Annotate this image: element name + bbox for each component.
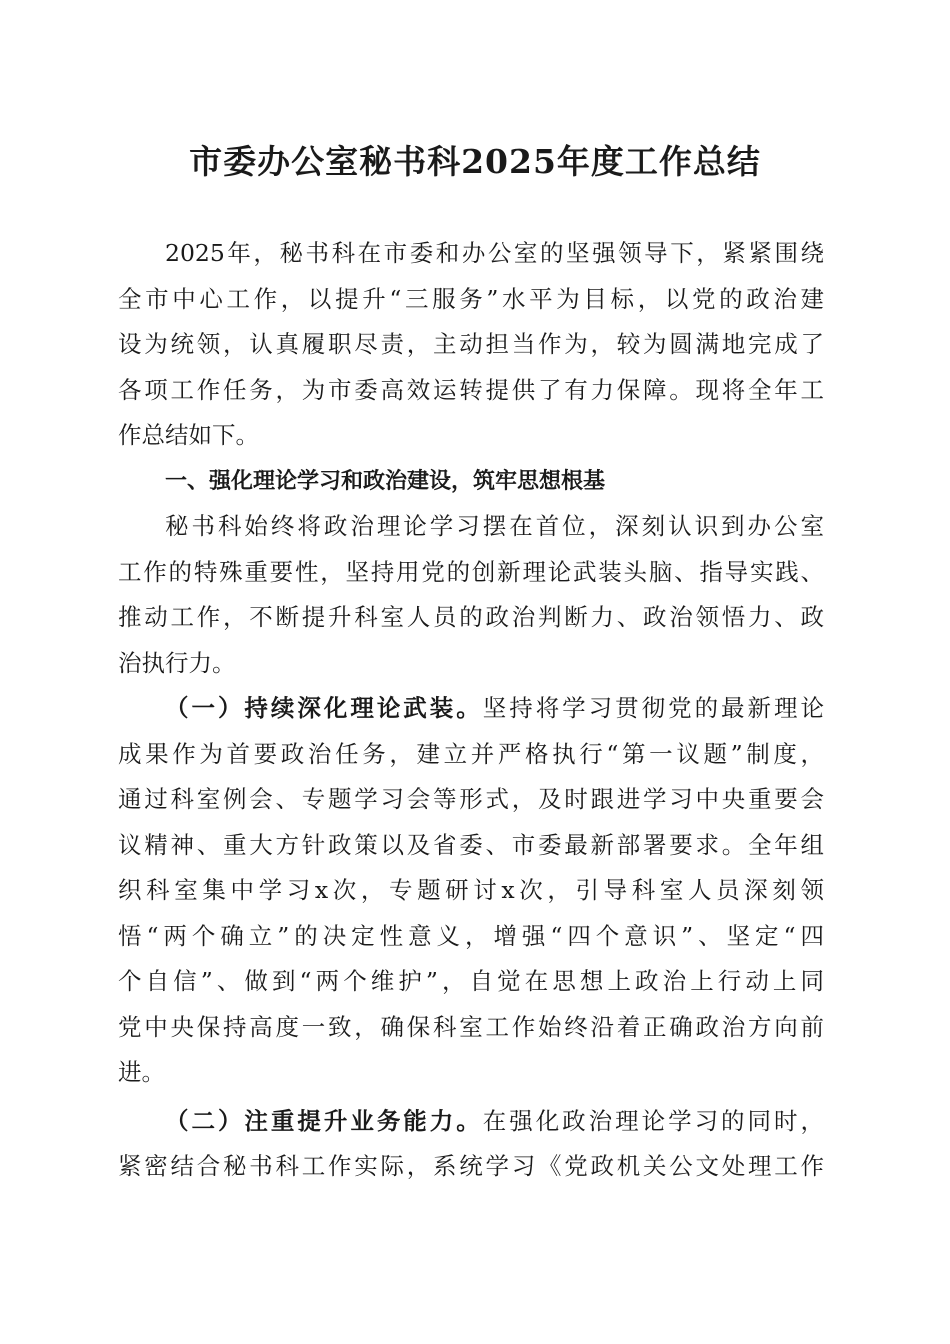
subsection-lead-2: （二）注重提升业务能力。 xyxy=(165,1106,483,1135)
paragraph-4-line-1-text: 在强化政治理论学习的同时， xyxy=(482,1106,824,1135)
paragraph-1-line-1: 2025年，秘书科在市委和办公室的坚强领导下，紧紧围绕 xyxy=(165,239,824,267)
paragraph-1-line-2: 全市中心工作，以提升“三服务”水平为目标，以党的政治建 xyxy=(118,284,824,313)
paragraph-3-line-6: 悟“两个确立”的决定性意义，增强“四个意识”、坚定“四 xyxy=(118,921,824,950)
paragraph-3-line-2: 成果作为首要政治任务，建立并严格执行“第一议题”制度， xyxy=(118,739,824,768)
section-heading-1: 一、强化理论学习和政治建设，筑牢思想根基 xyxy=(165,468,606,494)
paragraph-2-line-3: 推动工作，不断提升科室人员的政治判断力、政治领悟力、政 xyxy=(118,603,824,631)
paragraph-3-line-3: 通过科室例会、专题学习会等形式，及时跟进学习中央重要会 xyxy=(118,785,824,813)
paragraph-3-line-8: 党中央保持高度一致，确保科室工作始终沿着正确政治方向前 xyxy=(118,1012,824,1041)
paragraph-3-line-4: 议精神、重大方针政策以及省委、市委最新部署要求。全年组 xyxy=(118,830,824,859)
paragraph-4-line-1 xyxy=(118,1099,824,1145)
paragraph-2-line-1: 秘书科始终将政治理论学习摆在首位，深刻认识到办公室 xyxy=(165,512,824,540)
paragraph-1-line-5: 作总结如下。 xyxy=(118,421,259,449)
paragraph-3-line-7: 个自信”、做到“两个维护”，自觉在思想上政治上行动上同 xyxy=(118,967,824,995)
subsection-lead-1: （一）持续深化理论武装。 xyxy=(165,694,483,722)
paragraph-3-line-5: 织科室集中学习x次，专题研讨x次，引导科室人员深刻领 xyxy=(118,876,824,904)
paragraph-1-line-4: 各项工作任务，为市委高效运转提供了有力保障。现将全年工 xyxy=(118,375,824,404)
document-title: 市委办公室秘书科2025年度工作总结 xyxy=(189,142,761,181)
paragraph-3-line-1-text: 坚持将学习贯彻党的最新理论 xyxy=(482,694,824,722)
document-body xyxy=(118,231,824,1190)
paragraph-1-line-3: 设为统领，认真履职尽责，主动担当作为，较为圆满地完成了 xyxy=(118,330,824,358)
paragraph-2-line-2: 工作的特殊重要性，坚持用党的创新理论武装头脑、指导实践、 xyxy=(118,557,824,586)
paragraph-3-line-9: 进。 xyxy=(118,1058,165,1086)
paragraph-3-line-1 xyxy=(118,686,824,732)
paragraph-2-line-4: 治执行力。 xyxy=(118,648,236,677)
paragraph-4-line-2: 紧密结合秘书科工作实际，系统学习《党政机关公文处理工作 xyxy=(118,1152,824,1180)
